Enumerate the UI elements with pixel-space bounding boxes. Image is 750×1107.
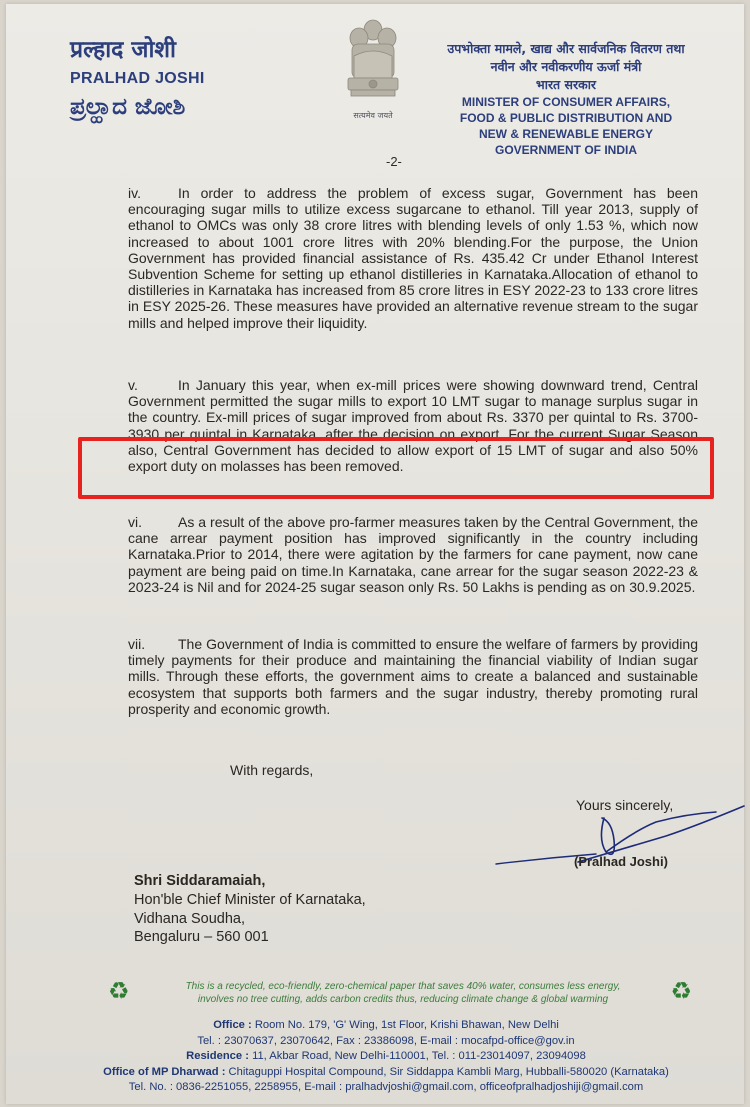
eco-note-line-2: involves no tree cutting, adds carbon credits thus, reducing climate change & global warming: [197, 994, 609, 1005]
sender-name-hindi: प्रल्हाद जोशी: [70, 37, 177, 63]
office-address: Room No. 179, 'G' Wing, 1st Floor, Krishi Bhawan, New Delhi: [254, 1019, 559, 1031]
eco-paper-note: [102, 976, 702, 1010]
highlight-box: [78, 437, 714, 499]
footer-mp-office-line: [66, 1065, 706, 1081]
paragraph-marker: vii.: [128, 636, 146, 652]
footer-office-tel: Tel. : 23070637, 23070642, Fax : 23386098, E-mail : mocafpd-office@gov.in: [197, 1034, 575, 1047]
footer-office-line: [66, 1018, 706, 1034]
recycle-icon: ♻: [108, 978, 130, 1005]
ministry-block: [416, 40, 716, 158]
ministry-english-line-2: FOOD & PUBLIC DISTRIBUTION AND: [459, 111, 673, 125]
signatory-name: (Pralhad Joshi): [574, 854, 668, 869]
paragraph-vii: [128, 636, 698, 717]
addressee-building: Vidhana Soudha,: [134, 910, 246, 927]
recycle-icon: ♻: [670, 978, 692, 1005]
paragraph-marker: vi.: [128, 514, 142, 530]
closing-regards: With regards,: [230, 762, 314, 778]
paragraph-text: In order to address the problem of excess sugar, Government has been encouraging sugar mills to utilize excess sugarcane to ethanol. Till year 2013, supply of ethanol to OMCs was only 38 crore litres with blending levels of only 1.53 %, which now increased to about 1001 crore litres with 20% blending.For the purpose, the Union Government has provided financial assistance of Rs. 435.42 Cr under Ethanol Interest Subvention Scheme for setting up ethanol distilleries in Karnataka.Allocation of ethanol to distilleries in Karnataka has increased from 85 crore litres in ESY 2022-23 to 133 crore litres in ESY 2025-26. These measures have provided an alternative revenue stream to the sugar mills and helped improve their liquidity.: [128, 185, 698, 331]
emblem-motto: सत्यमेव जयते: [353, 111, 393, 120]
paragraph-marker: v.: [128, 377, 138, 393]
paragraph-text: In January this year, when ex-mill prices were showing downward trend, Central Government permitted the sugar mills to export 10 LMT sugar to manage surplus sugar in the country. Ex-mill prices of sugar improved from about Rs. 3370 per quintal to Rs. 3700-3930 per quintal in Karnataka, after the decision on export. For the current Sugar Season also, Central Government has decided to allow export of 15 LMT of sugar and also 50% export duty on molasses has been removed.: [128, 377, 698, 475]
sender-name-kannada: ಪ್ರಲ್ಹಾದ ಜೋಶಿ: [70, 94, 186, 120]
footer-mp-tel: Tel. No. : 0836-2251055, 2258955, E-mail : pralhadvjoshi@gmail.com, officeofpralhadjoshiji@gmail.com: [128, 1081, 644, 1094]
letter-page: [6, 4, 744, 1104]
eco-note-line-1: This is a recycled, eco-friendly, zero-chemical paper that saves 40% water, consumes less energy,: [185, 981, 621, 992]
paragraph-marker: iv.: [128, 185, 141, 201]
sender-name-block: [70, 36, 205, 122]
addressee-title: Hon'ble Chief Minister of Karnataka,: [134, 891, 366, 908]
residence-label: Residence :: [186, 1050, 249, 1063]
closing-yours-sincerely: Yours sincerely,: [576, 797, 674, 813]
addressee-city: Bengaluru – 560 001: [134, 929, 269, 946]
eco-note-text: [148, 980, 658, 1006]
footer-address: [66, 1018, 706, 1096]
paragraph-text: As a result of the above pro-farmer measures taken by the Central Government, the cane arrear payment position has improved significantly in the country including Karnataka.Prior to 2014, there were agitation by the farmers for cane payment, now cane payment are being paid on time.In Karnataka, cane arrear for the sugar season 2022-23 & 2023-24 is Nil and for 2024-25 sugar season only Rs. 50 Lakhs is pending as on 30.9.2025.: [128, 514, 698, 595]
ministry-english-line-1: MINISTER OF CONSUMER AFFAIRS,: [461, 95, 671, 109]
sender-name-english: PRALHAD JOSHI: [70, 70, 205, 87]
mp-office-label: Office of MP Dharwad :: [103, 1065, 226, 1078]
residence-address: 11, Akbar Road, New Delhi-110001, Tel. : 011-23014097, 23094098: [252, 1050, 586, 1063]
paragraph-text: The Government of India is committed to ensure the welfare of farmers by providing timely payments for their produce and maintaining the financial viability of Indian sugar mills. Through these efforts, the government aims to create a balanced and sustainable ecosystem that supports both farmers and the sugar industry, thereby promoting rural prosperity and economic growth.: [128, 636, 698, 717]
national-emblem-icon: [338, 16, 408, 124]
ministry-english-line-3: NEW & RENEWABLE ENERGY: [478, 127, 653, 141]
paragraph-vi: [128, 514, 698, 595]
mp-office-address: Chitaguppi Hospital Compound, Sir Siddappa Kambli Marg, Hubballi-580020 (Karnataka): [228, 1065, 669, 1078]
ministry-hindi-line-1: उपभोक्ता मामले, खाद्य और सार्वजनिक वितरण तथा: [447, 41, 685, 56]
ministry-hindi-line-3: भारत सरकार: [535, 77, 597, 92]
page-number: -2-: [386, 154, 402, 169]
addressee-name: Shri Siddaramaiah,: [134, 873, 266, 889]
office-label: Office :: [213, 1019, 252, 1031]
footer-residence-line: [66, 1049, 706, 1065]
addressee-block: [134, 872, 366, 947]
ministry-hindi-line-2: नवीन और नवीकरणीय ऊर्जा मंत्री: [490, 59, 642, 74]
ministry-english-line-4: GOVERNMENT OF INDIA: [494, 143, 637, 157]
paragraph-iv: [128, 185, 698, 331]
